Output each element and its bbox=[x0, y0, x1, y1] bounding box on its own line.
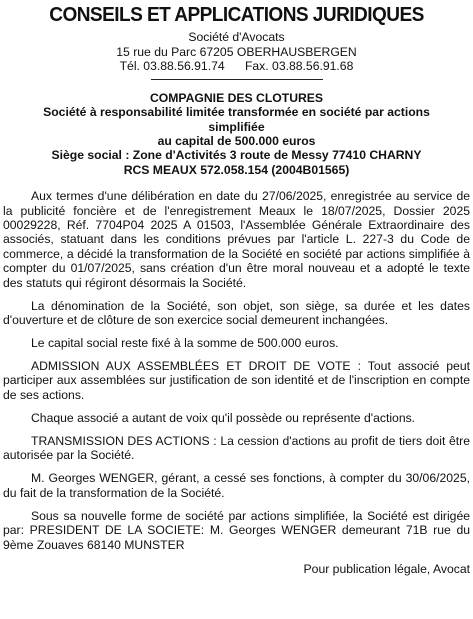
paragraph-votes: Chaque associé a autant de voix qu'il possède ou représente d'actions. bbox=[31, 410, 416, 425]
notice-body bbox=[3, 189, 470, 576]
paragraph-deliberation: Aux termes d'une délibération en date du 27/06/2025, enregistrée au service de la publicité foncière et de l'enregistrement Meaux le 18/07/2025, Dossier 2025 00029228, Réf. 7704P04 2025 A 01503, l'Assemblée Générale Extraordinaire des associés, statuant dans les conditions prévues par l'article L. 227-3 du Code de commerce, a décidé la transformation de la Société en société par actions simplifiée à compter du 01/07/2025, sans création d'un être moral nouveau et a adopté le texte des statuts qui régiront désormais la Société. bbox=[3, 189, 470, 290]
company-name: COMPAGNIE DES CLOTURES bbox=[149, 90, 324, 105]
paragraph-admission: ADMISSION AUX ASSEMBLÉES ET DROIT DE VOTE : Tout associé peut participer aux assemblées sur justification de son identité et de l'inscription en compte de ses actions. bbox=[3, 359, 470, 402]
divider bbox=[151, 79, 323, 80]
company-form-line1: Société à responsabilité limitée transformée en société par actions bbox=[43, 105, 430, 120]
paragraph-capital: Le capital social reste fixé à la somme de 500.000 euros. bbox=[31, 336, 339, 351]
firm-details bbox=[3, 30, 470, 74]
paragraph-manager: M. Georges WENGER, gérant, a cessé ses fonctions, à compter du 30/06/2025, du fait de la transformation de la Société. bbox=[3, 471, 470, 500]
paragraph-unchanged: La dénomination de la Société, son objet, son siège, sa durée et les dates d'ouverture et de clôture de son exercice social demeurent inchangées. bbox=[3, 298, 470, 328]
firm-contact: Tél. 03.88.56.91.74 Fax. 03.88.56.91.68 bbox=[119, 59, 354, 74]
paragraph-transfer: TRANSMISSION DES ACTIONS : La cession d'actions au profit de tiers doit être autorisée par la Société. bbox=[3, 433, 470, 463]
company-capital: au capital de 500.000 euros bbox=[157, 134, 316, 148]
company-seat: Siège social : Zone d'Activités 3 route de Messy 77410 CHARNY bbox=[51, 148, 422, 163]
company-rcs: RCS MEAUX 572.058.154 (2004B01565) bbox=[123, 162, 350, 177]
company-form-line2: simplifiée bbox=[208, 119, 265, 134]
paragraph-president: Sous sa nouvelle forme de société par actions simplifiée, la Société est dirigée par: PRESIDENT DE LA SOCIETE: M. Georges WENGER demeurant 71B rue du 9ème Zouaves 68140 MUNSTER bbox=[3, 508, 470, 552]
firm-title: CONSEILS ET APPLICATIONS JURIDIQUES bbox=[49, 3, 424, 26]
signature: Pour publication légale, Avocat bbox=[303, 561, 470, 576]
firm-type: Société d'Avocats bbox=[188, 30, 285, 44]
company-block bbox=[3, 91, 470, 177]
firm-address: 15 rue du Parc 67205 OBERHAUSBERGEN bbox=[116, 44, 357, 59]
